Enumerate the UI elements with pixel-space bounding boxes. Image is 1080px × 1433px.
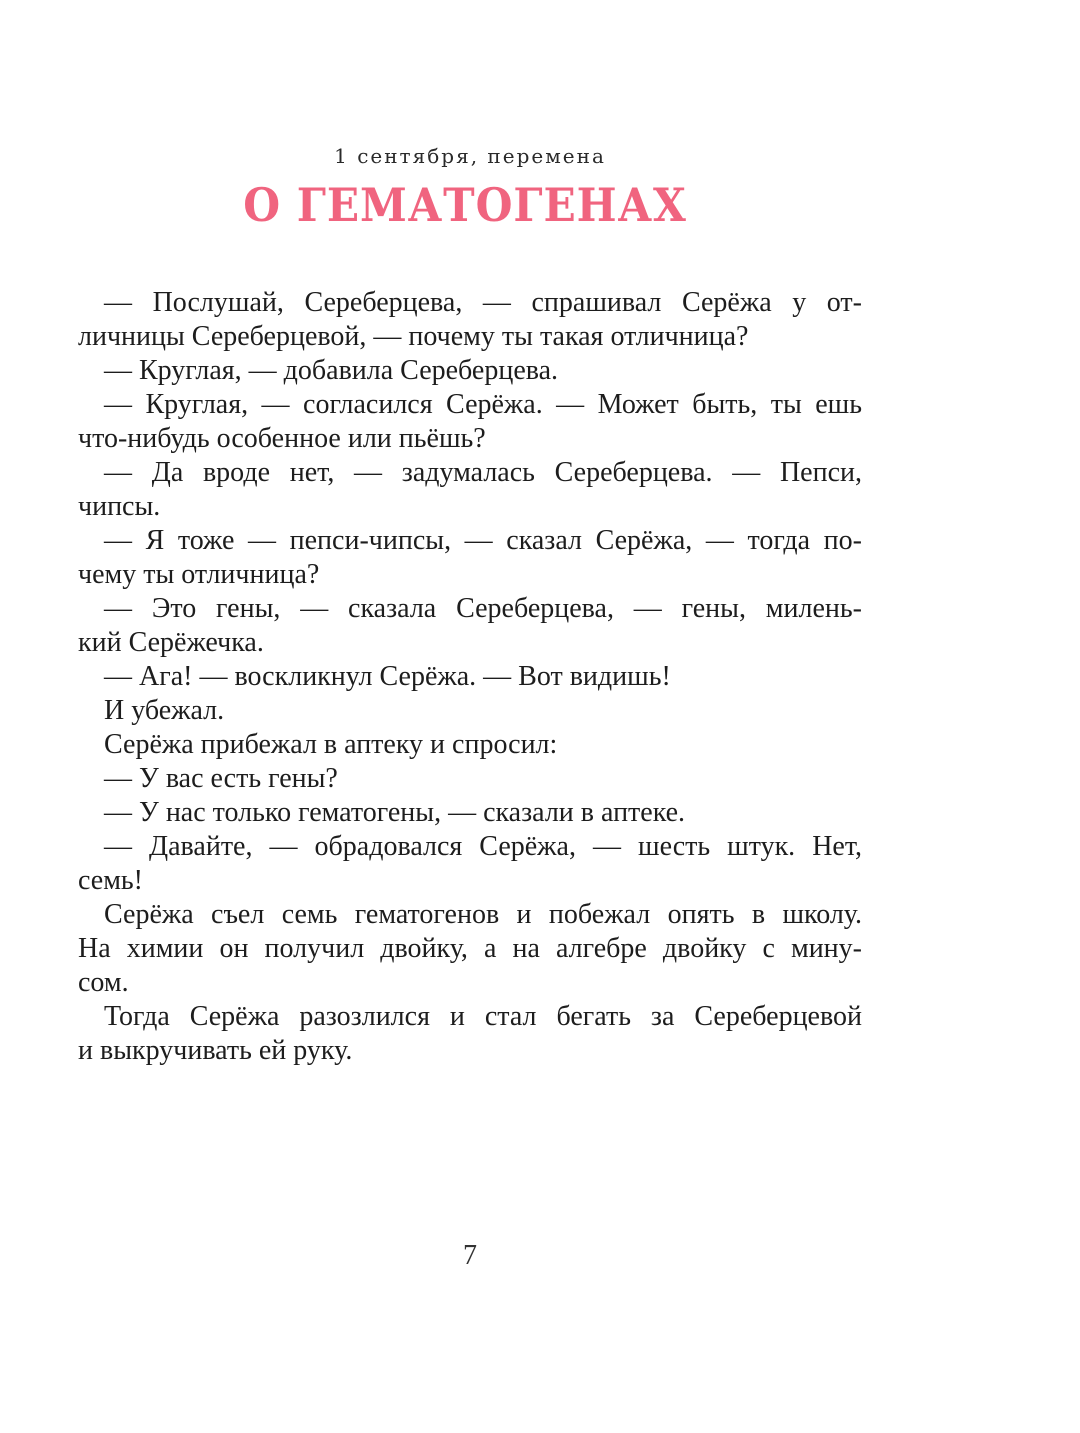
text-line: кий Серёжечка. xyxy=(78,627,264,658)
text-line: Серёжа съел семь гематогенов и побежал опять в школу. xyxy=(104,899,862,930)
text-line: — Ага! — воскликнул Серёжа. — Вот видишь! xyxy=(104,661,671,692)
text-line: семь! xyxy=(78,865,144,896)
text-line: — Круглая, — добавила Сереберцева. xyxy=(104,355,559,386)
text-line: — Да вроде нет, — задумалась Сереберцева. — Пепси, xyxy=(104,457,862,488)
text-line: И убежал. xyxy=(104,695,225,726)
text-line: сом. xyxy=(78,967,129,998)
chapter-subtitle: 1 сентября, перемена xyxy=(334,144,606,168)
text-line: Тогда Серёжа разозлился и стал бегать за Сереберцевой xyxy=(104,1001,862,1032)
text-line: — Круглая, — согласился Серёжа. — Может быть, ты ешь xyxy=(104,389,862,420)
chapter-title: О ГЕМАТОГЕНАХ xyxy=(243,178,687,232)
text-line: — Я тоже — пепси-чипсы, — сказал Серёжа, — тогда по- xyxy=(104,525,862,556)
text-line: что-нибудь особенное или пьёшь? xyxy=(78,423,486,454)
text-line: и выкручивать ей руку. xyxy=(78,1035,353,1066)
story-body xyxy=(78,286,862,1068)
text-line: чему ты отличница? xyxy=(78,559,320,590)
text-line: — Давайте, — обрадовался Серёжа, — шесть штук. Нет, xyxy=(104,831,862,862)
text-line: — У вас есть гены? xyxy=(104,763,338,794)
text-line: Серёжа прибежал в аптеку и спросил: xyxy=(104,729,558,760)
text-line: — Послушай, Сереберцева, — спрашивал Серёжа у от- xyxy=(104,287,862,318)
text-line: чипсы. xyxy=(78,491,161,522)
text-line: личницы Сереберцевой, — почему ты такая отличница? xyxy=(78,321,749,352)
page-number: 7 xyxy=(463,1240,477,1271)
text-line: На химии он получил двойку, а на алгебре двойку с мину- xyxy=(78,933,862,964)
text-line: — Это гены, — сказала Сереберцева, — гены, милень- xyxy=(104,593,862,624)
text-line: — У нас только гематогены, — сказали в аптеке. xyxy=(104,797,686,828)
